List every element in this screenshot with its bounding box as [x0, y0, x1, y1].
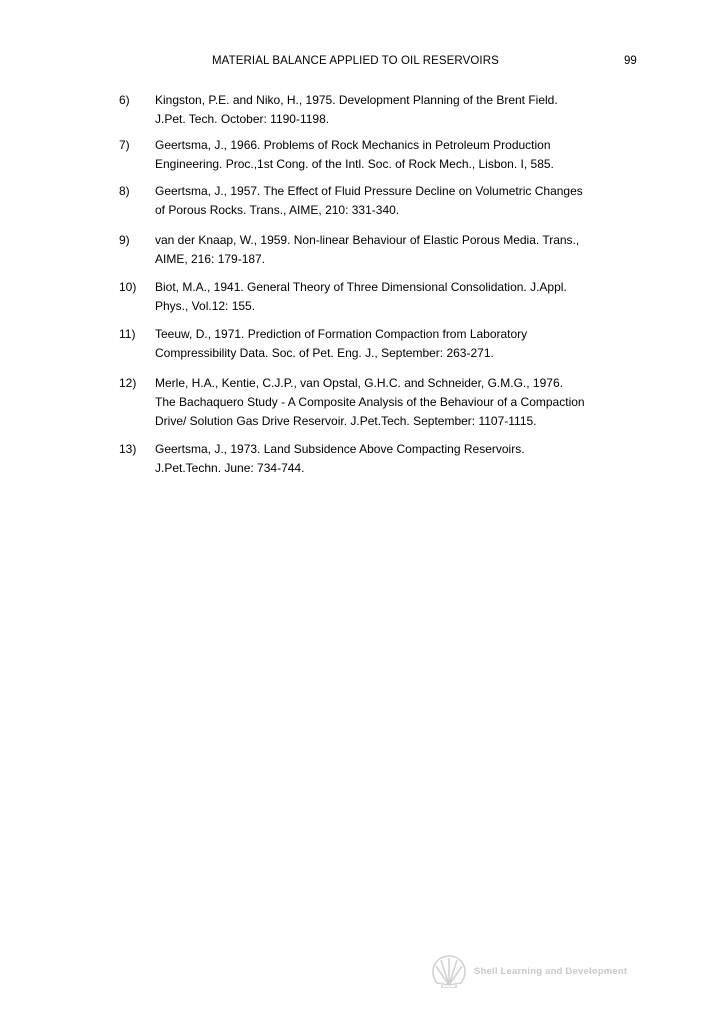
reference-line: Biot, M.A., 1941. General Theory of Three Dimensional Consolidation. J.Appl. [155, 280, 567, 294]
page-number: 99 [624, 55, 637, 67]
reference-text [155, 136, 655, 174]
reference-line: J.Pet.Techn. June: 734-744. [155, 461, 305, 475]
reference-text [155, 374, 655, 431]
reference-line: The Bachaquero Study - A Composite Analysis of the Behaviour of a Compaction [155, 395, 585, 409]
reference-number: 13) [119, 442, 137, 456]
reference-line: Teeuw, D., 1971. Prediction of Formation Compaction from Laboratory [155, 327, 528, 341]
reference-number: 6) [119, 93, 130, 107]
reference-line: Drive/ Solution Gas Drive Reservoir. J.Pet.Tech. September: 1107-1115. [155, 414, 537, 428]
reference-text [155, 278, 655, 316]
page-header [0, 55, 723, 71]
running-header-title: MATERIAL BALANCE APPLIED TO OIL RESERVOIRS [212, 55, 499, 67]
reference-line: Engineering. Proc.,1st Cong. of the Intl. Soc. of Rock Mech., Lisbon. I, 585. [155, 157, 554, 171]
reference-text [155, 182, 655, 220]
reference-text [155, 325, 655, 363]
reference-line: Geertsma, J., 1957. The Effect of Fluid Pressure Decline on Volumetric Changes [155, 184, 583, 198]
reference-line: J.Pet. Tech. October: 1190-1198. [155, 112, 330, 126]
footer-logo [430, 954, 645, 990]
reference-line: Geertsma, J., 1966. Problems of Rock Mechanics in Petroleum Production [155, 138, 551, 152]
reference-line: of Porous Rocks. Trans., AIME, 210: 331-340. [155, 203, 400, 217]
shell-pecten-icon [430, 954, 468, 988]
footer-logo-text: Shell Learning and Development [474, 966, 628, 977]
reference-text [155, 91, 655, 129]
reference-number: 12) [119, 376, 137, 390]
reference-line: Compressibility Data. Soc. of Pet. Eng. J., September: 263-271. [155, 346, 494, 360]
reference-line: AIME, 216: 179-187. [155, 252, 266, 266]
reference-text [155, 440, 655, 478]
reference-number: 11) [119, 327, 136, 341]
reference-text [155, 231, 655, 269]
reference-line: van der Knaap, W., 1959. Non-linear Behaviour of Elastic Porous Media. Trans., [155, 233, 580, 247]
reference-line: Geertsma, J., 1973. Land Subsidence Above Compacting Reservoirs. [155, 442, 525, 456]
reference-number: 8) [119, 184, 130, 198]
reference-line: Kingston, P.E. and Niko, H., 1975. Development Planning of the Brent Field. [155, 93, 558, 107]
reference-number: 7) [119, 138, 130, 152]
reference-line: Merle, H.A., Kentie, C.J.P., van Opstal, G.H.C. and Schneider, G.M.G., 1976. [155, 376, 563, 390]
reference-line: Phys., Vol.12: 155. [155, 299, 256, 313]
reference-number: 10) [119, 280, 137, 294]
reference-number: 9) [119, 233, 130, 247]
